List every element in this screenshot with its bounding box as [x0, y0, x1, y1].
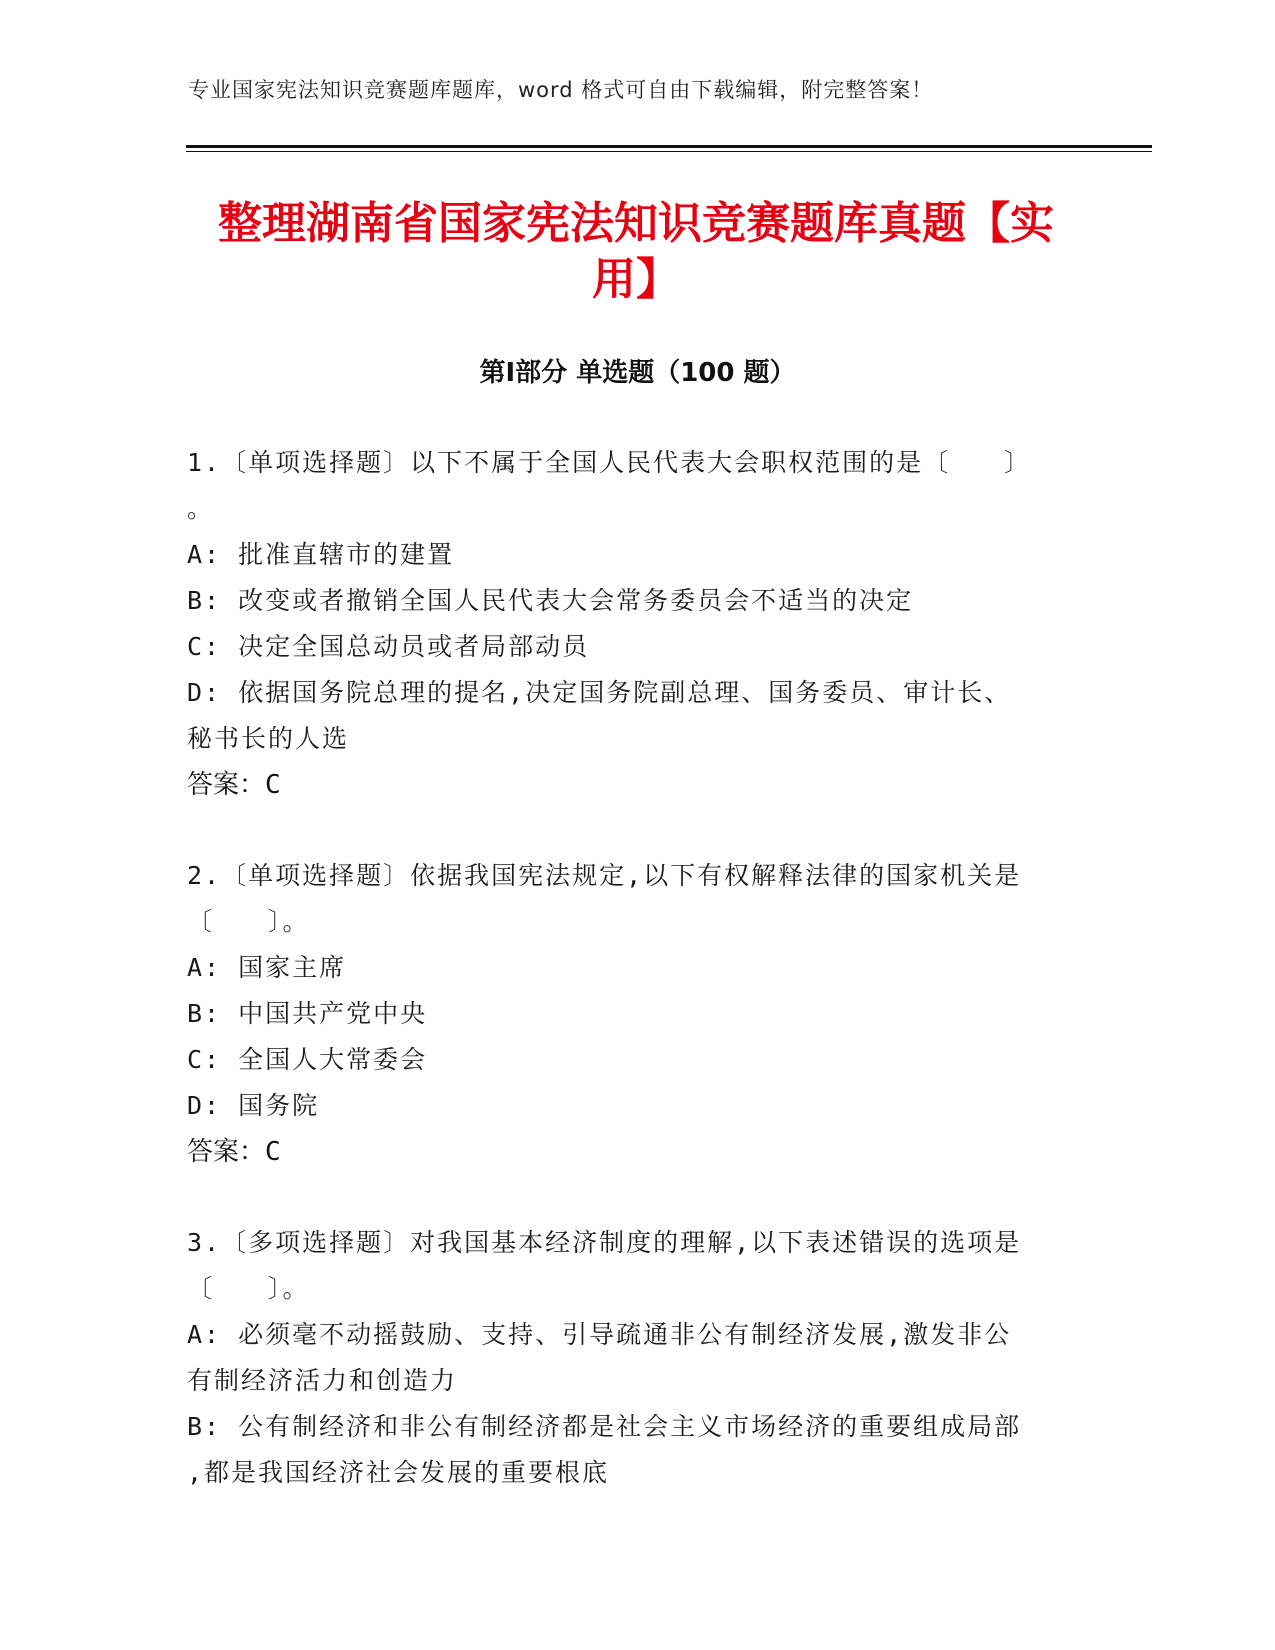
question-stem-line: 〔 〕。: [187, 907, 310, 936]
answer-label: 答案：: [187, 1137, 266, 1167]
question-stem-line: 3.〔多项选择题〕对我国基本经济制度的理解,以下表述错误的选项是: [187, 1228, 1022, 1257]
option-d-line: D: 依据国务院总理的提名,决定国务院副总理、国务委员、审计长、: [187, 678, 1012, 707]
option-d-line: D: 国务院: [187, 1091, 320, 1120]
question-1: [187, 440, 1067, 808]
document-title-line-1: 整理湖南省国家宪法知识竞赛题库真题【实: [218, 198, 1054, 249]
option-c-line: C: 决定全国总动员或者局部动员: [187, 632, 590, 661]
question-stem-line: 。: [187, 494, 215, 523]
question-3: [187, 1220, 1067, 1496]
header-rule-thin: [186, 151, 1152, 152]
answer-value: C: [265, 770, 281, 800]
option-a-line: A: 批准直辖市的建置: [187, 540, 455, 569]
document-title: [186, 196, 1086, 308]
answer-value: C: [265, 1137, 281, 1167]
section-title: 第Ⅰ部分 单选题（100 题）: [479, 358, 796, 388]
answer-line: [187, 762, 1067, 808]
option-a-line: 有制经济活力和创造力: [187, 1366, 458, 1395]
document-title-line-2: 用】: [592, 254, 680, 305]
question-list: [187, 440, 1067, 1496]
option-d-line: 秘书长的人选: [187, 724, 350, 753]
option-b-line: ,都是我国经济社会发展的重要根底: [187, 1458, 610, 1487]
page-header-text: 专业国家宪法知识竞赛题库题库，word 格式可自由下载编辑，附完整答案！: [188, 78, 934, 102]
header-rule-thick: [186, 145, 1152, 148]
option-b-line: B: 公有制经济和非公有制经济都是社会主义市场经济的重要组成局部: [187, 1412, 1022, 1441]
option-a-line: A: 必须毫不动摇鼓励、支持、引导疏通非公有制经济发展,激发非公: [187, 1320, 1012, 1349]
answer-label: 答案：: [187, 770, 266, 800]
question-stem-line: 〔 〕。: [187, 1274, 310, 1303]
option-a-line: A: 国家主席: [187, 953, 347, 982]
question-stem-line: 1.〔单项选择题〕以下不属于全国人民代表大会职权范围的是〔 〕: [187, 448, 1032, 477]
question-stem-line: 2.〔单项选择题〕依据我国宪法规定,以下有权解释法律的国家机关是: [187, 861, 1022, 890]
option-b-line: B: 中国共产党中央: [187, 999, 428, 1028]
question-2: [187, 853, 1067, 1175]
option-b-line: B: 改变或者撤销全国人民代表大会常务委员会不适当的决定: [187, 586, 914, 615]
option-c-line: C: 全国人大常委会: [187, 1045, 428, 1074]
answer-line: [187, 1129, 1067, 1175]
